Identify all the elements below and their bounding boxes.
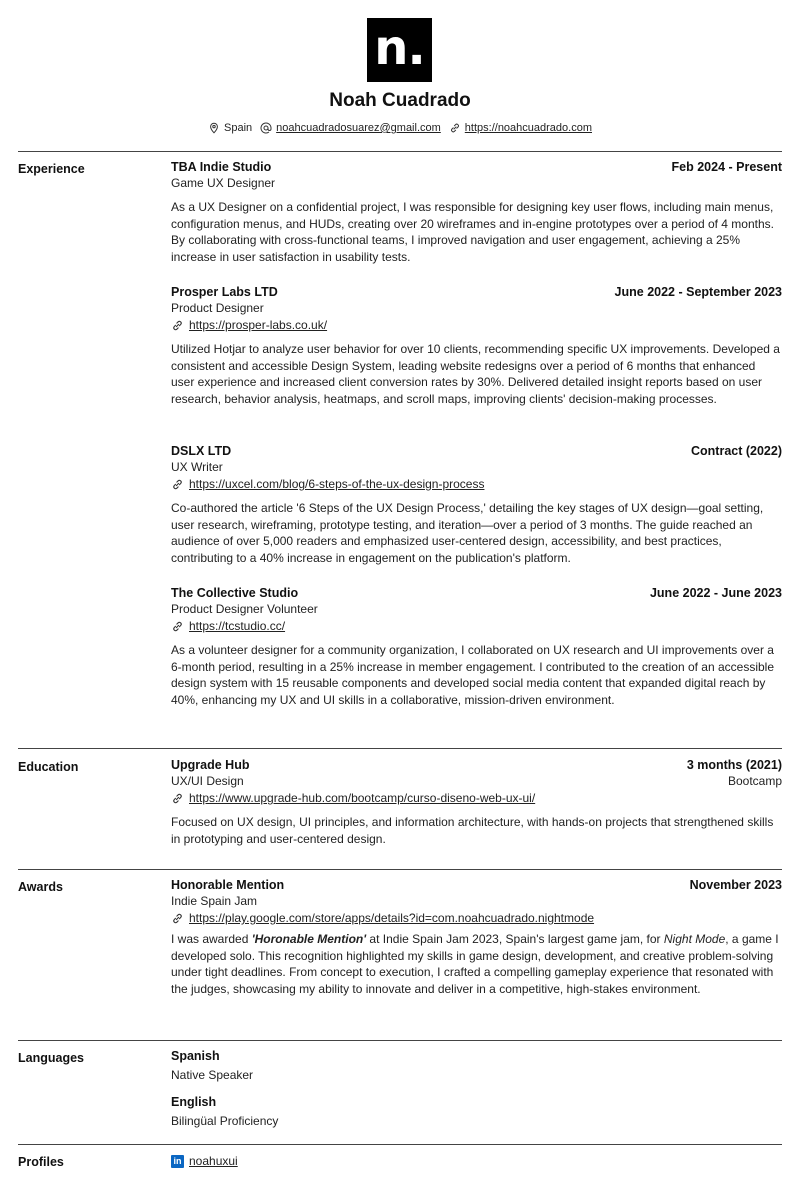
location-text: Spain — [224, 122, 253, 134]
website-link[interactable]: https://noahcuadrado.com — [464, 122, 592, 134]
program-title: UX/UI Design — [171, 774, 244, 788]
award-issuer: Indie Spain Jam — [171, 894, 258, 908]
program-type: Bootcamp — [727, 774, 782, 788]
description: As a UX Designer on a confidential project, I was responsible for designing key user flows, including main menus, configuration menus, and HUDs, creating over 20 wireframes and in-engine prototypes over a period of 4 months. By collaborating with cross-functional teams, I improved navigation and user engagement, achieving a 25% increase in user satisfaction in usability tests. — [171, 200, 774, 264]
language-name: English — [171, 1095, 217, 1109]
linkedin-icon: in — [171, 1155, 184, 1168]
url-text[interactable]: https://play.google.com/store/apps/details?id=com.noahcuadrado.nightmode — [189, 911, 595, 925]
role-title: Product Designer Volunteer — [171, 602, 318, 616]
award-title: Honorable Mention — [171, 878, 285, 892]
date-range: Contract (2022) — [691, 444, 782, 458]
link-icon — [171, 620, 184, 633]
org-url[interactable] — [171, 318, 782, 332]
language-entry — [171, 1049, 782, 1082]
profile-username[interactable]: noahuxui — [189, 1154, 238, 1168]
program-url[interactable] — [171, 791, 782, 805]
description — [171, 931, 782, 997]
url-text[interactable]: https://prosper-labs.co.uk/ — [189, 318, 328, 332]
website-item[interactable] — [449, 122, 592, 134]
description: Co-authored the article '6 Steps of the UX Design Process,' detailing the key stages of UX design—goal setting, user research, wireframing, prototype testing, and iteration—over a period of 3 months. The guide reached an audience of over 5,000 readers and emphasized user-centered design, accessibility, and best practices, contributing to a 40% increase in engagement on the publication's platform. — [171, 501, 764, 565]
profile-link[interactable] — [171, 1154, 238, 1168]
language-level: Bilingüal Proficiency — [171, 1114, 279, 1128]
logo — [367, 18, 432, 82]
description: Utilized Hotjar to analyze user behavior for over 10 clients, recommending specific UX improvements. Developed a consistent and accessible Design System, leading website redesigns over a period of 6 months that enhanced user experience and increased client conversion rates by 30%. Delivered detailed insight reports based on user research, behavior analysis, heatmaps, and scroll maps, improving clients' decision-making processes. — [171, 342, 780, 406]
org-name: TBA Indie Studio — [171, 160, 272, 174]
experience-entry — [171, 160, 782, 265]
email-item[interactable] — [260, 122, 441, 134]
date-range: June 2022 - June 2023 — [649, 586, 782, 600]
email-link[interactable]: noahcuadradosuarez@gmail.com — [276, 122, 441, 134]
url-text[interactable]: https://uxcel.com/blog/6-steps-of-the-ux-design-process — [189, 477, 485, 491]
experience-entry — [171, 586, 782, 708]
org-name: DSLX LTD — [171, 444, 232, 458]
role-title: Game UX Designer — [171, 176, 276, 190]
desc-part: I was awarded — [171, 932, 252, 946]
award-entry — [171, 878, 782, 997]
experience-entry — [171, 285, 782, 407]
link-icon — [171, 792, 184, 805]
divider — [18, 869, 782, 870]
desc-part: , a game I developed solo. This recognition highlighted my skills in game design, development, and creative problem-solving under tight deadlines. From concept to execution, I crafted a compelling gameplay experience that resonated with the judges, showcasing my ability to innovate and deliver in a competitive, high-stakes environment. — [171, 932, 779, 996]
at-sign-icon — [260, 122, 272, 134]
description: As a volunteer designer for a community organization, I collaborated on UX research and UI improvements over a 6-month period, resulting in a 25% increase in member engagement. I contributed to the creation of an accessible design system with 15 reusable components and developed social media content that expanded digital reach by 40%, enhancing my UX and UI skills in a collaborative, mission-driven environment. — [171, 643, 775, 707]
section-languages: Languages — [18, 1051, 84, 1065]
language-name: Spanish — [171, 1049, 220, 1063]
award-date: November 2023 — [689, 878, 782, 892]
candidate-name: Noah Cuadrado — [329, 90, 471, 111]
language-entry — [171, 1095, 782, 1128]
experience-entry — [171, 444, 782, 566]
location-item — [208, 122, 252, 134]
org-url[interactable] — [171, 477, 782, 491]
url-text[interactable]: https://www.upgrade-hub.com/bootcamp/curso-diseno-web-ux-ui/ — [189, 791, 536, 805]
section-awards: Awards — [18, 880, 63, 894]
logo-text: n. — [374, 20, 425, 76]
link-icon — [449, 122, 461, 134]
description: Focused on UX design, UI principles, and information architecture, with hands-on projects that strengthened skills in prototyping and user-centered design. — [171, 815, 774, 846]
date-range: June 2022 - September 2023 — [614, 285, 782, 299]
role-title: Product Designer — [171, 301, 264, 315]
game-title: Night Mode — [663, 932, 726, 946]
role-title: UX Writer — [171, 460, 223, 474]
divider — [18, 748, 782, 749]
desc-part: at Indie Spain Jam 2023, Spain's largest game jam, for — [366, 932, 664, 946]
language-level: Native Speaker — [171, 1068, 254, 1082]
url-text[interactable]: https://tcstudio.cc/ — [189, 619, 286, 633]
date-range: 3 months (2021) — [686, 758, 782, 772]
org-name: Prosper Labs LTD — [171, 285, 278, 299]
location-pin-icon — [208, 122, 220, 134]
date-range: Feb 2024 - Present — [671, 160, 782, 174]
link-icon — [171, 319, 184, 332]
link-icon — [171, 912, 184, 925]
award-url[interactable] — [171, 911, 782, 925]
org-url[interactable] — [171, 619, 782, 633]
section-profiles: Profiles — [18, 1155, 64, 1169]
education-entry — [171, 758, 782, 847]
divider — [18, 1144, 782, 1145]
school-name: Upgrade Hub — [171, 758, 250, 772]
contact-bar — [0, 122, 800, 134]
desc-emphasis: 'Horonable Mention' — [251, 932, 367, 946]
link-icon — [171, 478, 184, 491]
divider — [18, 1040, 782, 1041]
section-education: Education — [18, 760, 79, 774]
divider — [18, 151, 782, 152]
section-experience: Experience — [18, 162, 85, 176]
org-name: The Collective Studio — [171, 586, 299, 600]
